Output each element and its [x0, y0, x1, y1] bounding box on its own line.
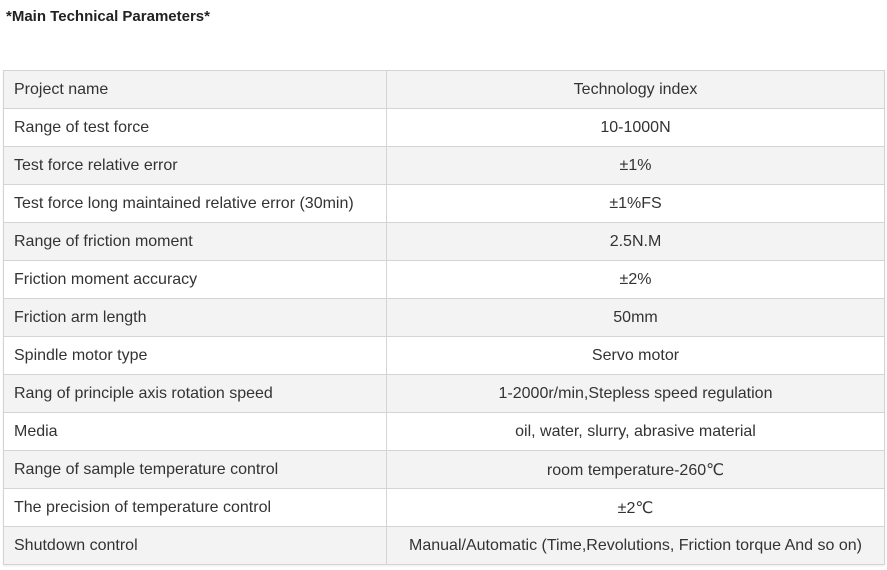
parameter-value: Servo motor [387, 337, 885, 375]
parameter-name: The precision of temperature control [4, 489, 387, 527]
table-row [4, 337, 885, 375]
parameter-value: room temperature-260℃ [387, 451, 885, 489]
parameter-value: ±1%FS [387, 185, 885, 223]
parameter-name: Spindle motor type [4, 337, 387, 375]
table-row [4, 451, 885, 489]
parameter-value: Manual/Automatic (Time,Revolutions, Friction torque And so on) [387, 527, 885, 565]
header-project-name: Project name [4, 71, 387, 109]
table-row [4, 185, 885, 223]
table-row [4, 375, 885, 413]
table-row [4, 299, 885, 337]
table-row [4, 109, 885, 147]
parameter-name: Range of test force [4, 109, 387, 147]
parameter-value: oil, water, slurry, abrasive material [387, 413, 885, 451]
table-row [4, 261, 885, 299]
parameters-table [3, 70, 885, 565]
header-technology-index: Technology index [387, 71, 885, 109]
parameter-value: ±2% [387, 261, 885, 299]
section-heading: *Main Technical Parameters* [6, 8, 210, 25]
parameter-value: ±1% [387, 147, 885, 185]
parameters-table-container [3, 70, 885, 565]
table-row [4, 413, 885, 451]
parameter-value: 10-1000N [387, 109, 885, 147]
parameter-name: Friction arm length [4, 299, 387, 337]
table-row [4, 147, 885, 185]
parameter-name: Media [4, 413, 387, 451]
table-row [4, 223, 885, 261]
table-header-row [4, 71, 885, 109]
parameter-value: 2.5N.M [387, 223, 885, 261]
table-row [4, 489, 885, 527]
parameter-value: 1-2000r/min,Stepless speed regulation [387, 375, 885, 413]
parameter-name: Shutdown control [4, 527, 387, 565]
table-row [4, 527, 885, 565]
parameter-name: Friction moment accuracy [4, 261, 387, 299]
parameter-value: 50mm [387, 299, 885, 337]
parameter-value: ±2℃ [387, 489, 885, 527]
parameter-name: Rang of principle axis rotation speed [4, 375, 387, 413]
parameter-name: Test force relative error [4, 147, 387, 185]
parameter-name: Test force long maintained relative error (30min) [4, 185, 387, 223]
parameter-name: Range of sample temperature control [4, 451, 387, 489]
parameter-name: Range of friction moment [4, 223, 387, 261]
